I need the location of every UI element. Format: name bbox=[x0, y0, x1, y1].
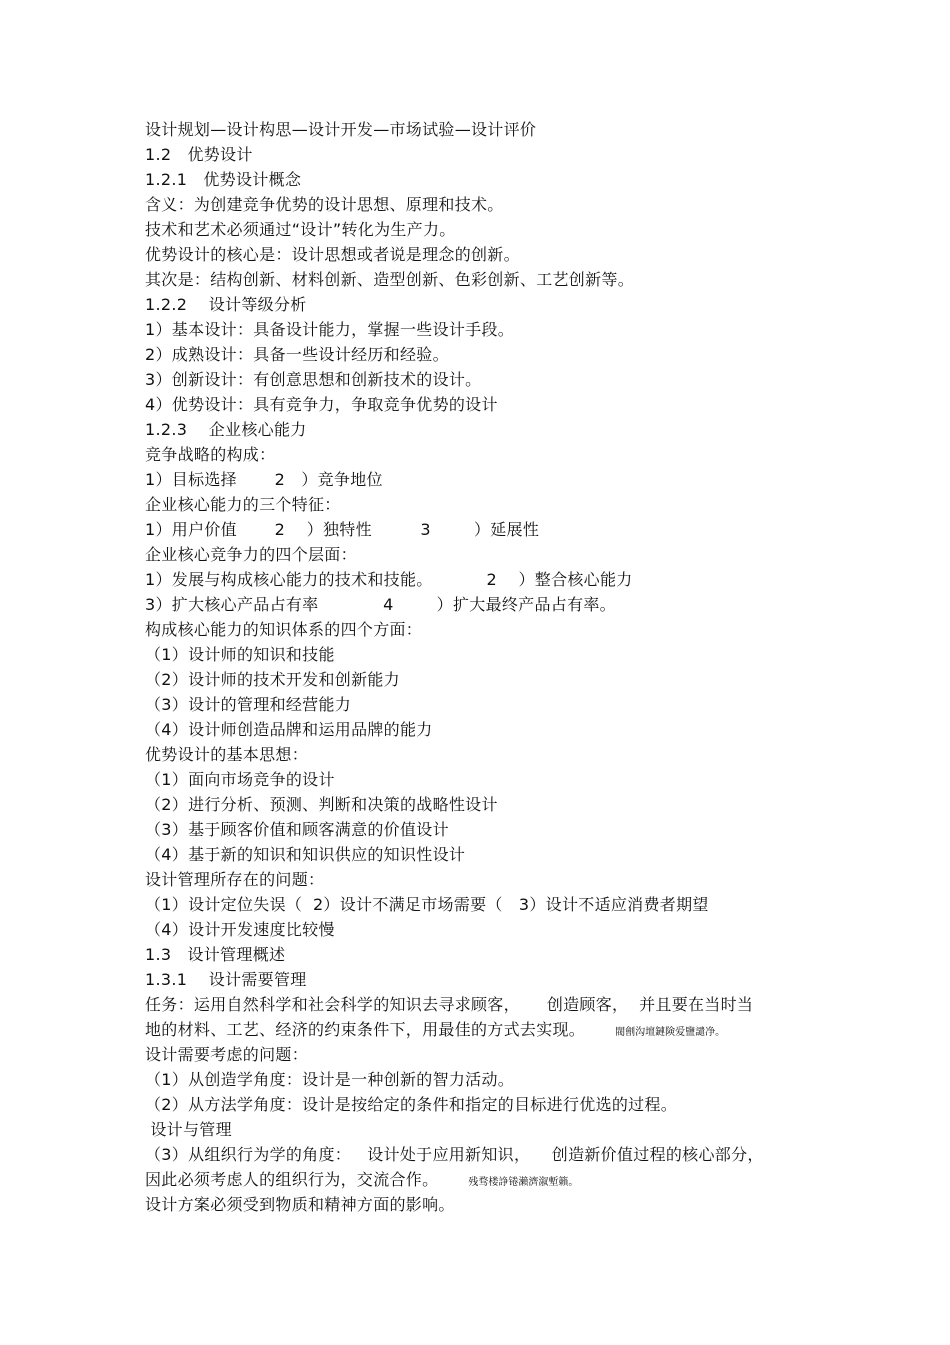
text-line: 构成核心能力的知识体系的四个方面： bbox=[145, 620, 423, 639]
subsection-heading: 1.2.2 设计等级分析 bbox=[145, 295, 307, 314]
text-line: 优势设计的基本思想： bbox=[145, 745, 309, 764]
text-content: 地的材料、工艺、经济的约束条件下，用最佳的方式去实现。 bbox=[145, 1020, 586, 1039]
list-item: 3）扩大核心产品占有率 4 ）扩大最终产品占有率。 bbox=[145, 595, 616, 614]
section-heading: 1.2 优势设计 bbox=[145, 145, 253, 164]
small-note: 残骛楼諍锩瀨濟溆塹籟。 bbox=[468, 1177, 579, 1188]
list-item: （4）设计开发速度比较慢 bbox=[145, 920, 335, 939]
list-item: （3）设计的管理和经营能力 bbox=[145, 695, 352, 714]
text-line: 设计需要考虑的问题： bbox=[145, 1045, 309, 1064]
text-line: 其次是：结构创新、材料创新、造型创新、色彩创新、工艺创新等。 bbox=[145, 270, 635, 289]
list-item: （3）从组织行为学的角度： 设计处于应用新知识， 创造新价值过程的核心部分， bbox=[145, 1145, 764, 1164]
subsection-heading: 1.2.3 企业核心能力 bbox=[145, 420, 307, 439]
text-line: 任务：运用自然科学和社会科学的知识去寻求顾客， 创造顾客， 并且要在当时当 bbox=[145, 995, 754, 1014]
list-item: （1）从创造学角度：设计是一种创新的智力活动。 bbox=[145, 1070, 515, 1089]
list-item: （4）设计师创造品牌和运用品牌的能力 bbox=[145, 720, 433, 739]
list-item: （1）面向市场竞争的设计 bbox=[145, 770, 335, 789]
list-item: 3）创新设计：有创意思想和创新技术的设计。 bbox=[145, 370, 482, 389]
text-line: 优势设计的核心是：设计思想或者说是理念的创新。 bbox=[145, 245, 520, 264]
text-content: 因此必须考虑人的组织行为，交流合作。 bbox=[145, 1170, 439, 1189]
list-item: 1）发展与构成核心能力的技术和技能。 2 ）整合核心能力 bbox=[145, 570, 633, 589]
text-line: 设计规划—设计构思—设计开发—市场试验—设计评价 bbox=[145, 120, 537, 139]
text-line: 竞争战略的构成： bbox=[145, 445, 276, 464]
list-item: 1）目标选择 2 ）竞争地位 bbox=[145, 470, 383, 489]
subsection-heading: 1.2.1 优势设计概念 bbox=[145, 170, 302, 189]
subsection-heading: 1.3.1 设计需要管理 bbox=[145, 970, 307, 989]
list-item: （2）设计师的技术开发和创新能力 bbox=[145, 670, 400, 689]
text-line: 设计与管理 bbox=[145, 1120, 232, 1139]
text-line: 含义：为创建竞争优势的设计思想、原理和技术。 bbox=[145, 195, 504, 214]
list-item: （4）基于新的知识和知识供应的知识性设计 bbox=[145, 845, 466, 864]
list-item: （1）设计定位失误（ 2）设计不满足市场需要（ 3）设计不适应消费者期望 bbox=[145, 895, 709, 914]
list-item: 1）基本设计：具备设计能力，掌握一些设计手段。 bbox=[145, 320, 515, 339]
list-item: 2）成熟设计：具备一些设计经历和经验。 bbox=[145, 345, 449, 364]
list-item: （3）基于顾客价值和顾客满意的价值设计 bbox=[145, 820, 449, 839]
text-line: 企业核心能力的三个特征： bbox=[145, 495, 341, 514]
text-line bbox=[145, 1019, 725, 1044]
list-item: 1）用户价值 2 ）独特性 3 ）延展性 bbox=[145, 520, 540, 539]
text-line bbox=[145, 1169, 578, 1194]
text-line: 企业核心竞争力的四个层面： bbox=[145, 545, 357, 564]
text-line: 技术和艺术必须通过“设计”转化为生产力。 bbox=[145, 220, 456, 239]
section-heading: 1.3 设计管理概述 bbox=[145, 945, 286, 964]
list-item: 4）优势设计：具有竞争力，争取竞争优势的设计 bbox=[145, 395, 498, 414]
list-item: （2）进行分析、预测、判断和决策的战略性设计 bbox=[145, 795, 498, 814]
text-line: 设计管理所存在的问题： bbox=[145, 870, 325, 889]
small-note: 閥劊沟壇鏈険爱鹽譴净。 bbox=[615, 1027, 726, 1038]
text-line: 设计方案必须受到物质和精神方面的影响。 bbox=[145, 1195, 455, 1214]
list-item: （2）从方法学角度：设计是按给定的条件和指定的目标进行优选的过程。 bbox=[145, 1095, 678, 1114]
list-item: （1）设计师的知识和技能 bbox=[145, 645, 335, 664]
